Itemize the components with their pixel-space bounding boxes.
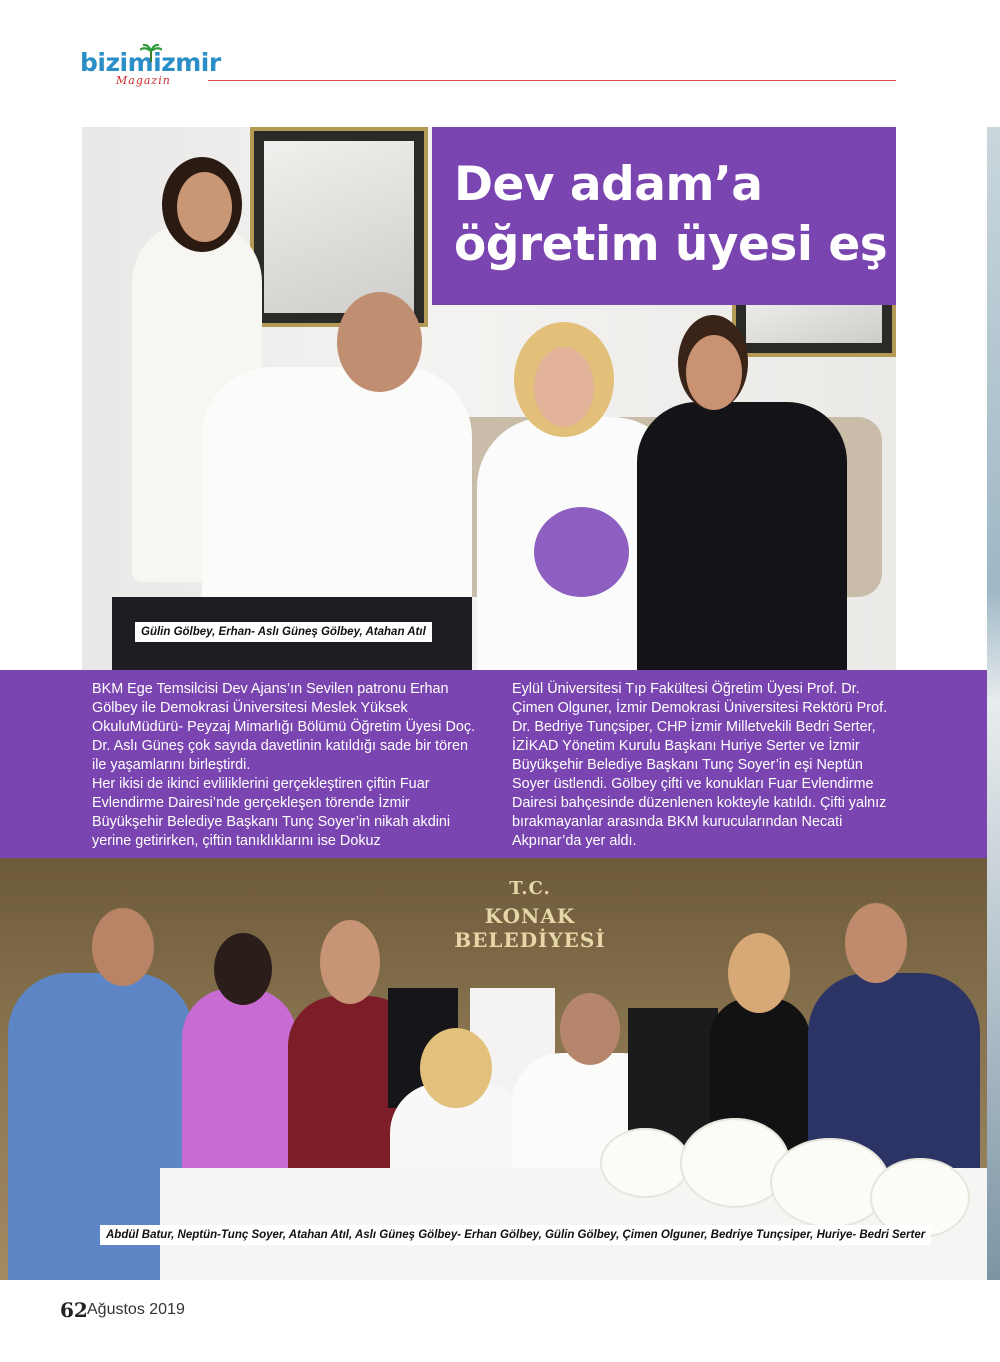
paragraph: BKM Ege Temsilcisi Dev Ajans’ın Sevilen patronu Erhan Gölbey ile Demokrasi Üniversitesi Meslek Yüksek OkuluMüdürü- Peyzaj Mimarlığı Bölümü Öğretim Üyesi Doç. Dr. Aslı Güneş çok sayıda davetlinin katıldığı sade bir tören ile yaşamlarını birleştirdi. — [92, 681, 476, 773]
issue-date: Ağustos 2019 — [87, 1301, 185, 1318]
header-divider — [208, 80, 896, 81]
person-gulin-face — [177, 172, 232, 242]
person-atahan — [637, 402, 847, 670]
article-column-2 — [512, 680, 902, 851]
wall-sign-konak: KONAK BELEDİYESİ — [454, 904, 606, 952]
magazine-logo — [80, 44, 220, 90]
person-hair — [420, 1028, 492, 1108]
wall-sign-tc: T.C. — [509, 878, 551, 899]
logo-section-label: Magazin — [116, 74, 171, 87]
adjacent-page-edge — [987, 127, 1000, 1280]
article-body — [0, 670, 987, 858]
title-line-1: Dev adam’a — [454, 157, 763, 212]
article-column-1 — [92, 680, 482, 851]
flower-arrangement — [770, 1138, 890, 1228]
person-face — [845, 903, 907, 983]
title-line-2: öğretim üyesi eş — [454, 217, 888, 272]
person-atahan-face — [686, 335, 742, 410]
photo1-caption: Gülin Gölbey, Erhan- Aslı Güneş Gölbey, Atahan Atıl — [135, 622, 432, 642]
flower-arrangement — [600, 1128, 690, 1198]
palm-tree-icon — [140, 44, 162, 62]
person-face — [560, 993, 620, 1065]
wall-portrait-frame — [250, 127, 428, 327]
person-hair — [214, 933, 272, 1005]
group-photo — [0, 858, 987, 1280]
person-face — [92, 908, 154, 986]
page-number: 62 — [60, 1298, 88, 1322]
paragraph: Her ikisi de ikinci evliliklerini gerçekleştiren çiftin Fuar Evlendirme Dairesi’nde gerçekleşen törende İzmir Büyükşehir Belediye Başkanı Tunç Soyer’in nikah akdini yerine getirirken, çiftin tanıklıklarını ise Dokuz — [92, 776, 451, 849]
person-erhan-face — [337, 292, 422, 392]
person-asli-face — [534, 347, 594, 427]
article-title — [432, 127, 896, 305]
logo-wordmark: bizimizmir — [80, 48, 221, 77]
photo2-caption: Abdül Batur, Neptün-Tunç Soyer, Atahan Atıl, Aslı Güneş Gölbey- Erhan Gölbey, Gülin Gölbey, Çimen Olguner, Bedriye Tunçsiper, Huriye- Bedri Serter — [100, 1225, 931, 1245]
person-hair — [728, 933, 790, 1013]
person-face — [320, 920, 380, 1004]
paragraph: Eylül Üniversitesi Tıp Fakültesi Öğretim Üyesi Prof. Dr. Çimen Olguner, İzmir Demokrasi Üniversitesi Rektörü Prof. Dr. Bedriye Tunçsiper, CHP İzmir Milletvekili Bedri Serter, İZİKAD Yönetim Kurulu Başkanı Huriye Serter ve İzmir Büyükşehir Belediye Başkanı Tunç Soyer’in eşi Neptün Soyer üstlendi. Gölbey çifti ve konukları Fuar Evlendirme Dairesi bahçesinde düzenlenen kokteyle katıldı. Çifti yalnız bırakmayanlar arasında BKM kurucularından Necati Akpınar’da yer aldı. — [512, 681, 888, 849]
bridal-bouquet — [534, 507, 629, 597]
